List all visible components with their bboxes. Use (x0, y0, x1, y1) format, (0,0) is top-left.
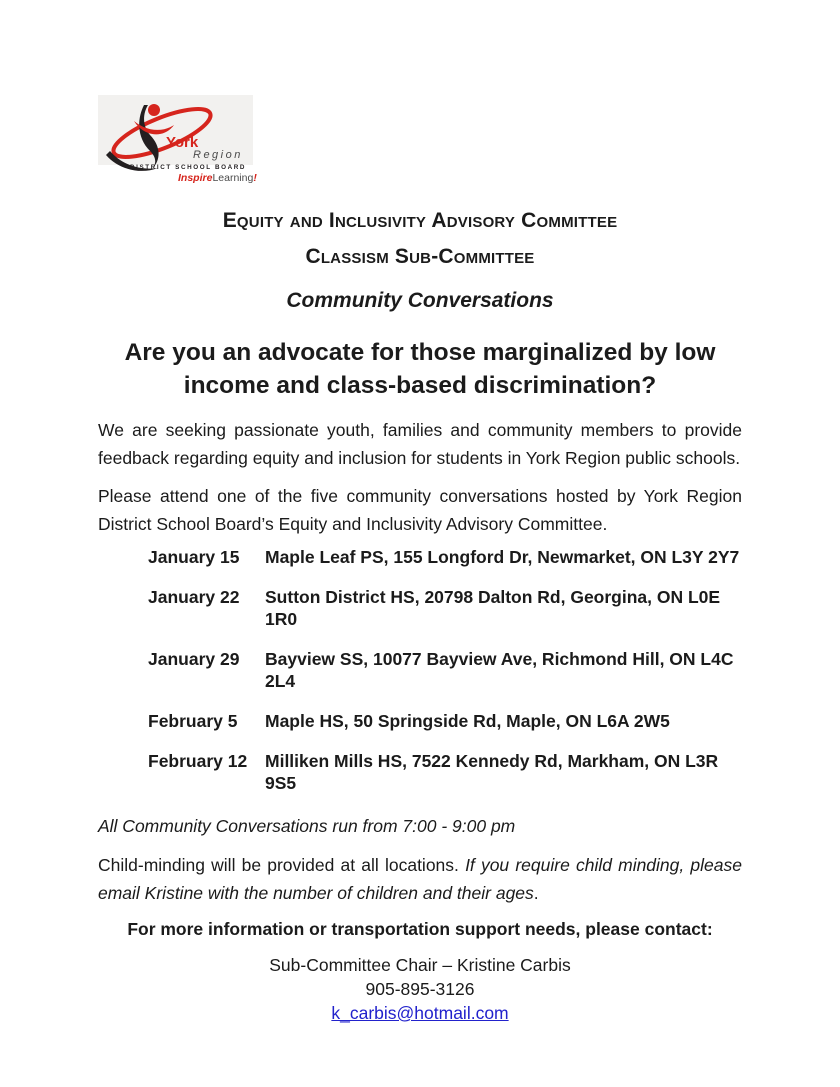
yrdsb-logo (98, 95, 257, 184)
contact-block (98, 953, 742, 1025)
logo-text-district-school-board: DISTRICT SCHOOL BOARD (130, 164, 247, 171)
committee-heading-line1: Equity and Inclusivity Advisory Committee (222, 209, 618, 232)
yrdsb-logo-graphic (98, 95, 257, 184)
event-location: Bayview SS, 10077 Bayview Ave, Richmond Hill, ON L4C 2L4 (265, 649, 734, 691)
committee-heading-line2: Classism Sub-Committee (305, 245, 535, 268)
logo-text-york: York (166, 134, 199, 151)
event-date: February 5 (148, 711, 238, 731)
event-row (98, 546, 742, 568)
time-note: All Community Conversations run from 7:00 - 9:00 pm (98, 816, 516, 836)
logo-text-region: Region (193, 149, 243, 161)
event-location: Sutton District HS, 20798 Dalton Rd, Georgina, ON L0E 1R0 (265, 587, 721, 629)
event-date: January 22 (148, 587, 240, 607)
event-row (98, 710, 742, 732)
subtitle-community-conversations: Community Conversations (286, 289, 554, 312)
event-date: January 15 (148, 547, 240, 567)
event-row (98, 586, 742, 630)
committee-heading (98, 203, 742, 275)
event-row (98, 750, 742, 794)
schedule-list (98, 546, 742, 794)
question-heading: Are you an advocate for those marginalized by low income and class-based discrimination? (124, 339, 716, 399)
childminding-period: . (533, 883, 539, 903)
intro-paragraph-2: Please attend one of the five community conversations hosted by York Region District School Board’s Equity and Inclusivity Advisory Committee. (98, 486, 742, 534)
logo-tagline: InspireLearning! (178, 172, 257, 184)
childminding-note (98, 851, 742, 907)
event-row (98, 648, 742, 692)
intro-paragraph-1: We are seeking passionate youth, families and community members to provide feedback regarding equity and inclusion for students in York Region public schools. (98, 420, 742, 468)
event-location: Maple HS, 50 Springside Rd, Maple, ON L6A 2W5 (265, 711, 670, 731)
childminding-italic-text: If you require child minding, please email Kristine with the number of children and their ages (98, 855, 742, 903)
contact-email-link[interactable]: k_carbis@hotmail.com (331, 1003, 509, 1023)
contact-chair: Sub-Committee Chair – Kristine Carbis (269, 955, 571, 975)
event-date: February 12 (148, 751, 248, 771)
childminding-regular-text: Child-minding will be provided at all locations. (98, 855, 466, 875)
event-location: Milliken Mills HS, 7522 Kennedy Rd, Markham, ON L3R 9S5 (265, 751, 719, 793)
contact-heading: For more information or transportation support needs, please contact: (127, 919, 713, 939)
event-location: Maple Leaf PS, 155 Longford Dr, Newmarket, ON L3Y 2Y7 (265, 547, 740, 567)
logo-figure-head (148, 104, 160, 116)
event-date: January 29 (148, 649, 240, 669)
contact-phone: 905-895-3126 (365, 979, 475, 999)
